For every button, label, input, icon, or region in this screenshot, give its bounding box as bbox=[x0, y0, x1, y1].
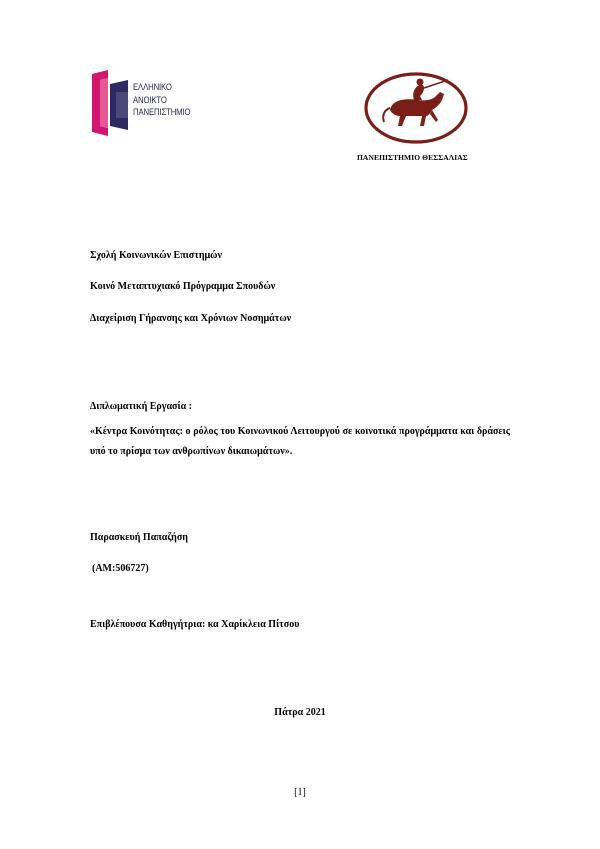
specialization-name: Διαχείριση Γήρανσης και Χρόνιων Νοσημάτων bbox=[90, 313, 292, 324]
author-name: Παρασκευή Παπαζήση bbox=[90, 532, 188, 543]
thesis-title: «Κέντρα Κοινότητας: ο ρόλος του Κοινωνικού Λειτουργού σε κοινοτικά προγράμματα και δράσεις υπό το πρίσμα των ανθρωπίνων δικαιωμάτων». bbox=[90, 426, 510, 457]
student-id: (ΑΜ:506727) bbox=[92, 563, 149, 574]
hou-line-2: ΑΝΟΙΚΤΟ bbox=[133, 94, 167, 106]
hellenic-open-university-logo bbox=[92, 70, 202, 136]
university-name: ΠΑΝΕΠΙΣΤΗΜΙΟ ΘΕΣΣΑΛΙΑΣ bbox=[357, 153, 468, 162]
university-of-thessaly-logo bbox=[362, 70, 470, 146]
hou-line-3: ΠΑΝΕΠΙΣΤΗΜΙΟ bbox=[133, 107, 191, 118]
hou-emblem-icon bbox=[92, 70, 132, 136]
page-number: [1] bbox=[294, 787, 306, 798]
program-name: Κοινό Μεταπτυχιακό Πρόγραμμα Σπουδών bbox=[90, 281, 276, 292]
hou-wordmark bbox=[133, 82, 190, 120]
hou-line-1: ΕΛΛΗΝΙΚΟ bbox=[133, 82, 172, 93]
place-year: Πάτρα 2021 bbox=[274, 707, 326, 718]
centaur-emblem-icon bbox=[362, 70, 470, 146]
thesis-label: Διπλωματική Εργασία : bbox=[90, 401, 192, 412]
supervisor: Επιβλέπουσα Καθηγήτρια: κα Χαρίκλεια Πίτσου bbox=[90, 619, 300, 630]
school-name: Σχολή Κοινωνικών Επιστημών bbox=[90, 250, 222, 261]
